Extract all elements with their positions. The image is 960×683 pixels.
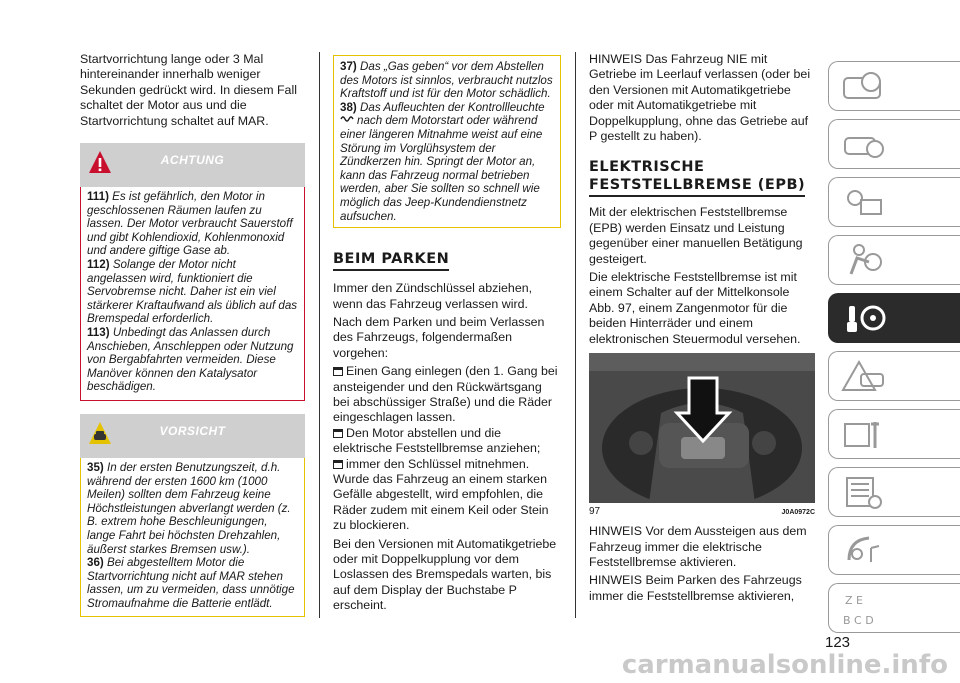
achtung-item: 113) Unbedingt das Anlassen durch Anschieben, Anschleppen oder Nutzung von Bergabfahrten vermeiden. Diese Manöver können den Katalysator beschädigen. [87, 325, 294, 394]
list-item: Einen Gang einlegen (den 1. Gang bei ansteigender und den Rückwärtsgang bei abschüssiger Straße) und die Räder eingeschlagen lassen. [333, 364, 558, 425]
tab-multimedia[interactable] [828, 525, 960, 575]
epb-heading: ELEKTRISCHE FESTSTELLBREMSE (EPB) [589, 158, 805, 197]
vorsicht-item: 35) In der ersten Benutzungszeit, d.h. während der ersten 1600 km (1000 Meilen) sollten dem Fahrzeug keine Höchstleistungen abverlangt werden (z. B. extrem hohe Beschleunigungen, lange Fahrt bei höchsten Drehzahlen, äußerst starkes Bremsen usw.). [87, 460, 291, 556]
vorsicht-item: nach dem Motorstart oder während einer längeren Mitnahme weist auf eine Störung im Vorglühsystem der Zündkerzen hin. Springt der Motor an, kann das Fahrzeug normal betrieben werden, aber Sie sollten so schnell wie möglich das Jeep-Kundendienstnetz aufsuchen. [340, 114, 543, 223]
paragraph: Nach dem Parken und beim Verlassen des Fahrzeugs, folgendermaßen vorgehen: [333, 314, 545, 360]
column-divider [319, 52, 320, 618]
paragraph: Die elektrische Feststellbremse ist mit einem Schalter auf der Mittelkonsole Abb. 97, einem Zangenmotor für die beiden Hinterräder und einem elektronischen Steuermodul versehen. [589, 270, 801, 346]
bullet-icon [333, 460, 343, 469]
vorsicht-item: 38) Das Aufleuchten der Kontrollleuchte [340, 100, 545, 114]
paragraph: Immer den Zündschlüssel abziehen, wenn das Fahrzeug verlassen wird. [333, 281, 533, 311]
figure-number: 97 [589, 506, 601, 518]
tab-warning-lights[interactable] [828, 177, 960, 227]
achtung-body [80, 183, 305, 401]
glow-plug-icon [340, 115, 354, 124]
car-caution-icon [88, 420, 112, 446]
hinweis-text: HINWEIS Das Fahrzeug NIE mit Getriebe im Leerlauf verlassen (oder bei den Versionen mit Automatikgetriebe oder mit Automatikgetriebe mit Doppelkupplung, ohne das Getriebe auf P gestellt zu haben). [589, 52, 811, 144]
tab-starting-driving[interactable] [828, 293, 960, 343]
paragraph: Bei den Versionen mit Automatikgetriebe oder mit Doppelkupplung vor dem Loslassen des Bremspedals warten, bis auf dem Display der Buchstabe P erscheint. [333, 536, 557, 613]
car-safety-icon [839, 124, 889, 164]
paragraph: Wurde das Fahrzeug an einem starken Gefälle abgestellt, wird empfohlen, die Räder zudem mit einem Keil oder Stein zu blockieren. [333, 472, 549, 533]
epb-console-photo [589, 353, 815, 503]
vorsicht-continued-box [333, 55, 561, 228]
column-3 [589, 52, 815, 607]
list-item: Den Motor abstellen und die elektrische Feststellbremse anziehen; [333, 425, 541, 456]
emergency-icon [839, 356, 889, 396]
intro-text: Startvorrichtung lange oder 3 Mal hintereinander innerhalb weniger Sekunden gedrückt wird. In diesem Fall schaltet der Motor aus und die Startvorrichtung schaltet auf MAR. [80, 52, 297, 128]
vorsicht-body [80, 454, 305, 618]
dashboard-icon [839, 66, 889, 106]
vorsicht-header [80, 414, 305, 458]
column-2 [333, 55, 561, 617]
tab-airbag[interactable] [828, 235, 960, 285]
airbag-icon [839, 240, 889, 280]
index-icon [839, 588, 889, 628]
list-item: immer den Schlüssel mitnehmen. [333, 457, 561, 472]
column-1 [80, 52, 305, 617]
vorsicht-item: 36) Bei abgestelltem Motor die Startvorrichtung nicht auf MAR stehen lassen, um zu vermeiden, dass unnötige Stromaufnahme die Batterie entlädt. [87, 556, 295, 610]
technical-data-icon [839, 472, 889, 512]
vorsicht-item: 37) Das „Gas geben“ vor dem Abstellen des Motors ist sinnlos, verbraucht nutzlos Kraftstoff und ist für den Motor schädlich. [340, 60, 553, 101]
tab-index[interactable] [828, 583, 960, 633]
achtung-header [80, 143, 305, 187]
bullet-icon [333, 367, 343, 376]
svg-text:B C D: B C D [843, 614, 874, 627]
tab-dashboard[interactable] [828, 61, 960, 111]
hinweis-text: HINWEIS Vor dem Aussteigen aus dem Fahrzeug immer die elektrische Feststellbremse aktivieren. [589, 524, 807, 569]
paragraph: Mit der elektrischen Feststellbremse (EPB) werden Einsatz und Leistung gegenüber einer manuellen Betätigung gesteigert. [589, 205, 803, 266]
achtung-box [80, 143, 305, 401]
vorsicht-box [80, 414, 305, 618]
tab-service[interactable] [828, 409, 960, 459]
bullet-icon [333, 429, 343, 438]
tab-car-safety[interactable] [828, 119, 960, 169]
achtung-item: 112) Solange der Motor nicht angelassen wird, funktioniert die Servobremse nicht. Daher ist ein viel stärkerer Kraftaufwand als üblich auf das Bremspedal erforderlich. [87, 258, 298, 326]
hinweis-text: HINWEIS Beim Parken des Fahrzeugs immer die Feststellbremse aktivieren, [589, 573, 802, 603]
multimedia-icon [839, 530, 889, 570]
vorsicht-title: VORSICHT [159, 423, 226, 438]
column-divider [575, 52, 576, 618]
warning-lights-icon [839, 182, 889, 222]
footer-watermark: carmanualsonline.info [621, 650, 948, 680]
figure-code: J0A0972C [781, 509, 815, 517]
service-icon [839, 414, 889, 454]
achtung-item: 111) Es ist gefährlich, den Motor in geschlossenen Räumen laufen zu lassen. Der Motor verbraucht Sauerstoff und gibt Kohlendioxid, Kohlenmonoxid und andere giftige Gase ab. [87, 190, 293, 258]
starting-driving-icon [839, 298, 889, 338]
page-number: 123 [825, 634, 851, 651]
svg-text:Z E: Z E [845, 594, 863, 607]
figure-97 [589, 353, 815, 518]
warning-triangle-icon [88, 149, 112, 175]
achtung-title: ACHTUNG [160, 153, 225, 168]
tab-emergency[interactable] [828, 351, 960, 401]
tab-technical-data[interactable] [828, 467, 960, 517]
beim-parken-heading: BEIM PARKEN [333, 250, 449, 271]
